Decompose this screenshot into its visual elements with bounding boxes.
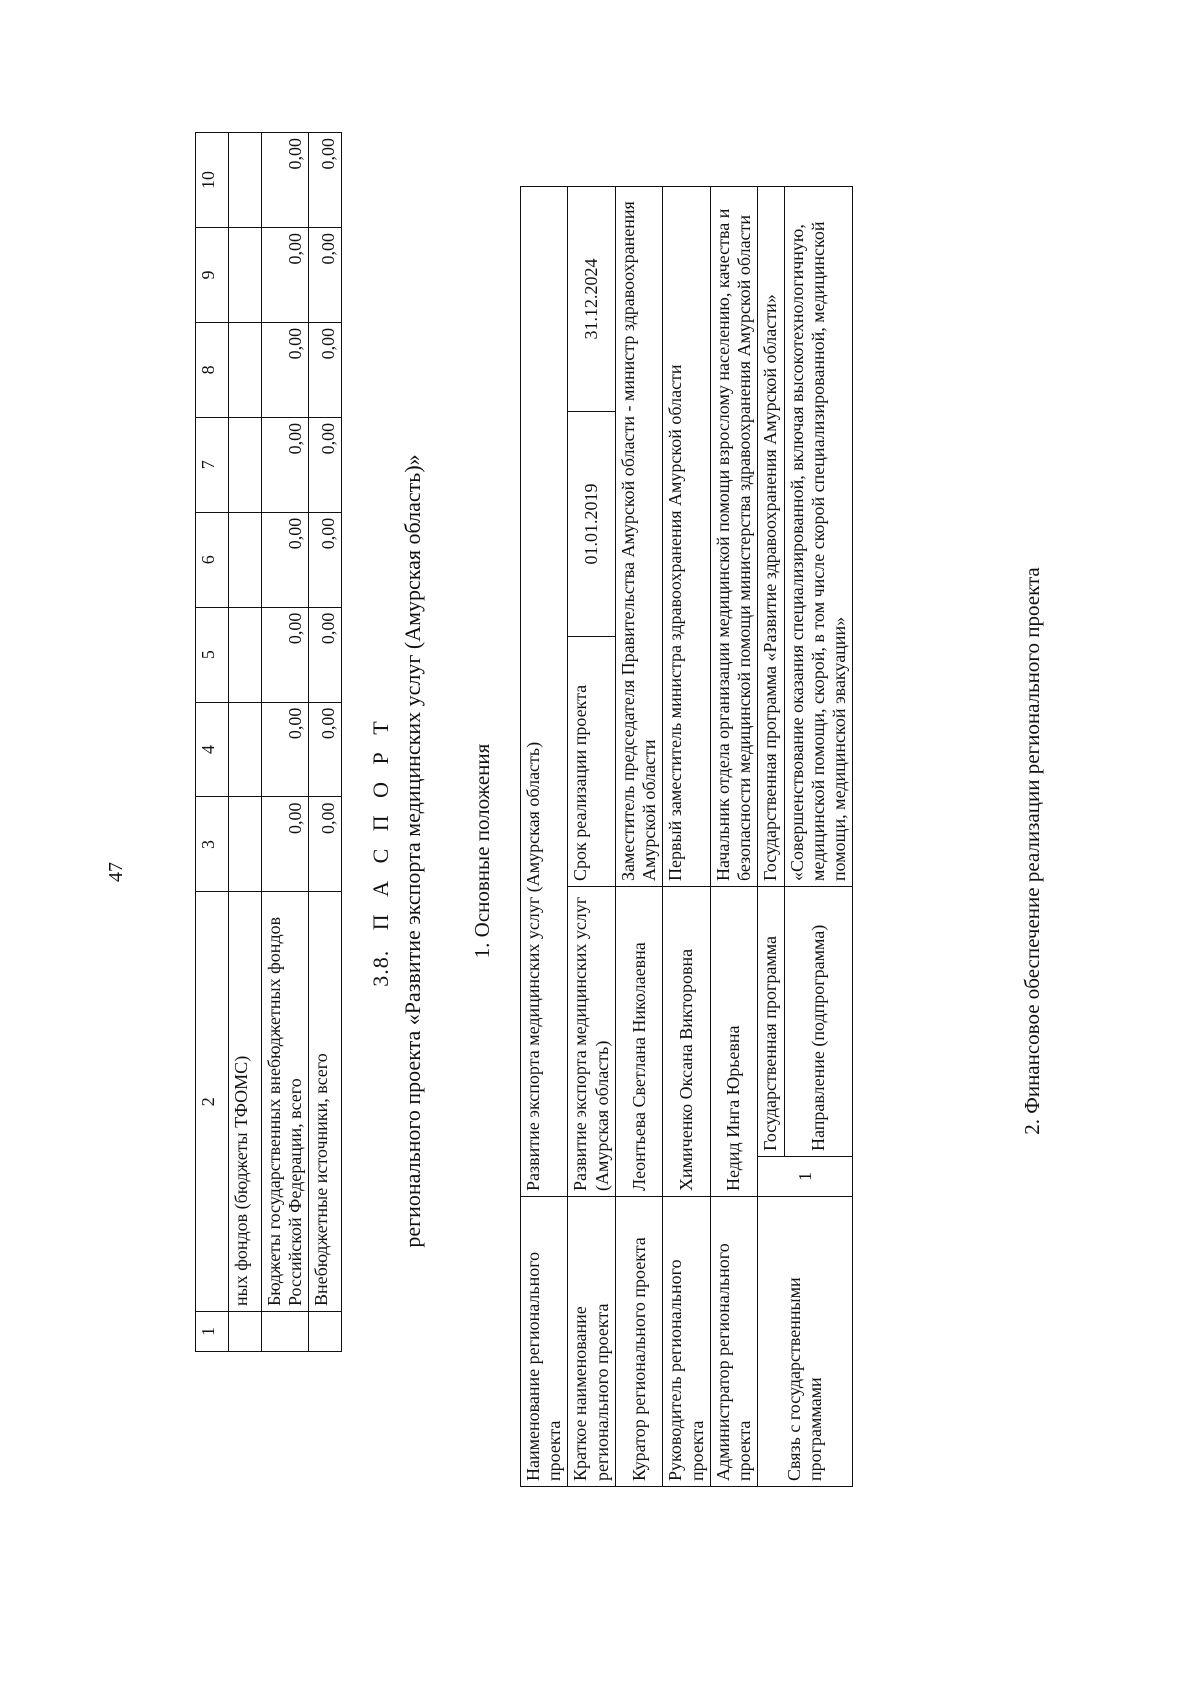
header-cell: 4 [196,702,229,797]
curator-position: Заместитель председателя Правительства Амурской области - министр здравоохранения Амурской области [615,186,662,886]
project-name: Развитие экспорта медицинских услуг (Амурская область) [521,186,568,1196]
state-program-value: Государственная программа «Развитие здравоохранения Амурской области» [758,186,784,886]
header-cell: 5 [196,607,229,702]
value-cell: 0,00 [262,607,309,702]
term-end: 31.12.2024 [568,186,615,411]
table-row [229,133,262,1352]
value-cell: 0,00 [309,702,342,797]
section-title-basic: 1. Основные положения [470,743,494,959]
value-cell: 0,00 [309,512,342,607]
row-label: Краткое наименование регионального проекта [568,1197,615,1487]
table-row [262,133,309,1352]
row-label: Внебюджетные источники, всего [309,892,342,1312]
value-cell: 0,00 [262,797,309,892]
value-cell [229,702,262,797]
header-cell: 8 [196,322,229,417]
value-cell: 0,00 [309,607,342,702]
table-row [663,186,710,1486]
value-cell [229,322,262,417]
value-cell [229,417,262,512]
curator-name: Леонтьева Светлана Николаевна [615,887,662,1197]
value-cell: 0,00 [262,512,309,607]
row-label: Связь с государственными программами [758,1197,853,1487]
passport-heading [368,0,394,1702]
row-label: Наименование регионального проекта [521,1197,568,1487]
head-name: Химиченко Оксана Викторовна [663,887,710,1197]
section-title-funding: 2. Финансовое обеспечение реализации регионального проекта [1020,567,1044,1135]
table-row [521,186,568,1486]
value-cell: 0,00 [309,417,342,512]
row-label: ных фондов (бюджеты ТФОМС) [229,892,262,1312]
funding-continuation-table [195,132,342,1352]
table-row [309,133,342,1352]
value-cell [229,797,262,892]
value-cell: 0,00 [309,322,342,417]
value-cell: 0,00 [262,227,309,322]
header-cell: 6 [196,512,229,607]
value-cell [229,133,262,228]
passport-subtitle: регионального проекта «Развитие экспорта медицинских услуг (Амурская область)» [400,454,425,1248]
passport-number: 3.8. [368,949,393,987]
value-cell: 0,00 [309,227,342,322]
table-row [758,186,784,1486]
value-cell: 0,00 [262,133,309,228]
header-cell: 2 [196,892,229,1312]
admin-name: Недид Инга Юрьевна [710,887,757,1197]
table-row [710,186,757,1486]
value-cell: 0,00 [262,322,309,417]
admin-position: Начальник отдела организации медицинской помощи взрослому населению, качества и безопасности медицинской помощи министерства здравоохранения Амурской области [710,186,757,886]
header-cell: 1 [196,1312,229,1352]
row-label: Администратор регионального проекта [710,1197,757,1487]
table-header-row [196,133,229,1352]
state-program-label: Государственная программа [758,887,784,1157]
header-cell: 7 [196,417,229,512]
value-cell [229,512,262,607]
program-number: 1 [758,1157,853,1197]
value-cell: 0,00 [309,133,342,228]
value-cell: 0,00 [262,417,309,512]
header-cell: 10 [196,133,229,228]
page-number: 47 [105,862,127,882]
value-cell [229,227,262,322]
row-label: Куратор регионального проекта [615,1197,662,1487]
value-cell: 0,00 [262,702,309,797]
row-label: Бюджеты государственных внебюджетных фондов Российской Федерации, всего [262,892,309,1312]
direction-value: «Совершенствование оказания специализированной, включая высокотехнологичную, медицинской помощи, скорой, в том числе скорой специализированной, медицинской помощи, медицинской эвакуации» [784,186,853,886]
header-cell: 9 [196,227,229,322]
table-row [568,186,615,1486]
term-start: 01.01.2019 [568,412,615,637]
table-row [615,186,662,1486]
basic-provisions-table [520,186,853,1487]
head-position: Первый заместитель министра здравоохранения Амурской области [663,186,710,886]
direction-label: Направление (подпрограмма) [784,887,853,1157]
value-cell [229,607,262,702]
term-label: Срок реализации проекта [568,637,615,887]
header-cell: 3 [196,797,229,892]
row-label: Руководитель регионального проекта [663,1197,710,1487]
project-short-name: Развитие экспорта медицинских услуг (Амурская область) [568,887,615,1197]
passport-word: П А С П О Р Т [368,715,393,931]
value-cell: 0,00 [309,797,342,892]
